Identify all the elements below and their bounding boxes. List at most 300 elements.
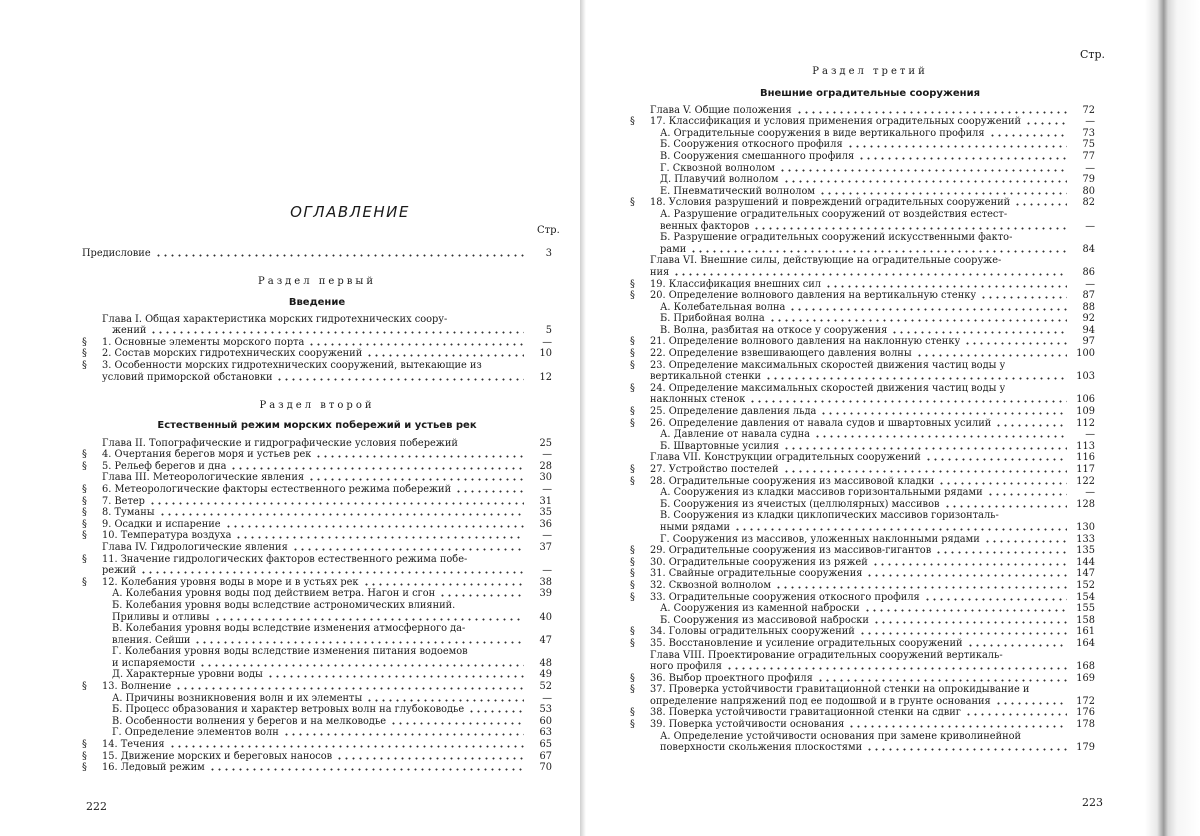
toc-entry-page: 36	[539, 518, 552, 530]
toc-entry-page: 97	[1082, 336, 1095, 348]
toc-entry-text: 2. Состав морских гидротехнических сооружений	[102, 348, 363, 360]
toc-entry-page: 100	[1076, 348, 1095, 360]
section-mark: §	[630, 382, 635, 394]
toc-entry	[630, 371, 1095, 383]
dot-leader	[455, 490, 524, 493]
toc-entry	[630, 278, 1095, 290]
toc-entry-text: условий приморской обстановки	[102, 371, 273, 383]
section-mark: §	[82, 750, 87, 762]
toc-entry	[630, 498, 1095, 510]
toc-entry	[630, 707, 1095, 719]
toc-entry-text: А. Колебательная волна	[660, 301, 786, 313]
toc-entry-page: 117	[1076, 464, 1095, 475]
dot-leader	[891, 331, 1067, 334]
toc-entry-page: 52	[539, 681, 552, 693]
toc-entry	[630, 614, 1095, 626]
dot-leader	[267, 675, 524, 678]
dot-leader	[873, 621, 1067, 624]
dot-leader	[283, 733, 524, 736]
toc-entry-text: Б. Сооружения из ячеистых (целлюлярных) массивов	[660, 498, 940, 510]
toc-entry-text: Б. Колебания уровня воды вследствие астрономических влияний.	[112, 599, 456, 611]
toc-entry-page: —	[1085, 278, 1095, 290]
toc-entry-text: 26. Определение давления от навала судов и швартовных усилий	[650, 417, 992, 429]
toc-entry-text: 32. Сквозной волнолом	[650, 579, 771, 591]
page-edge	[1145, 0, 1200, 836]
toc-entry-text: ного профиля	[650, 661, 722, 673]
toc-entry-text: 5. Рельеф берегов и дна	[102, 460, 227, 472]
toc-entry	[630, 162, 1095, 174]
toc-entry-page: 31	[539, 495, 552, 507]
toc-entry	[82, 359, 552, 371]
toc-entry-page: 39	[539, 588, 552, 600]
toc-entry-text: 15. Движение морских и береговых наносов	[102, 750, 333, 762]
toc-entry	[82, 371, 552, 383]
dot-leader	[995, 702, 1067, 705]
toc-entry-page: 37	[539, 541, 552, 553]
section-mark: §	[82, 530, 87, 542]
dot-leader	[995, 424, 1067, 427]
dot-leader	[169, 745, 524, 748]
dot-leader	[864, 609, 1067, 612]
toc-entry	[630, 116, 1095, 128]
toc-entry-page: 77	[1082, 150, 1095, 162]
toc-entry-page: 128	[1076, 498, 1095, 510]
toc-entry-page: 161	[1076, 626, 1095, 638]
toc-entry	[82, 692, 552, 704]
toc-entry-page: 122	[1076, 475, 1095, 487]
section-mark: §	[82, 449, 87, 461]
toc-entry	[82, 576, 552, 588]
toc-entry	[82, 657, 552, 669]
dot-leader	[235, 536, 524, 539]
toc-entry	[630, 104, 1095, 116]
section-mark: §	[82, 336, 87, 348]
toc-entry-text: Глава VI. Внешние силы, действующие на оградительные сооруже-	[650, 255, 1002, 267]
toc-entry-text: Б. Разрушение оградительных сооружений искусственными факто-	[660, 232, 1013, 244]
toc-entry-page: 109	[1076, 406, 1095, 418]
toc-entry	[630, 718, 1095, 730]
toc-entry-page: 75	[1082, 139, 1095, 151]
toc-entry-text: 31. Свайные оградительные сооружения	[650, 568, 863, 580]
dot-leader	[308, 343, 524, 346]
toc-entry-text: Б. Сооружения из массивовой наброски	[660, 614, 869, 626]
dot-leader	[292, 548, 524, 551]
toc-entry-text: В. Особенности волнения у берегов и на мелководье	[112, 715, 387, 727]
toc-entry	[630, 742, 1095, 754]
toc-entry-text: 1. Основные элементы морского порта	[102, 336, 305, 348]
toc-entry	[82, 680, 552, 692]
toc-entry-page: 103	[1076, 371, 1095, 383]
toc-entry	[630, 232, 1095, 244]
dot-leader	[779, 169, 1067, 172]
toc-entry-text: наклонных стенок	[650, 394, 746, 406]
toc-entry	[630, 127, 1095, 139]
toc-entry-text: 39. Поверка устойчивости основания	[650, 719, 845, 731]
toc-entry	[82, 565, 552, 577]
toc-entry-text: В. Сооружения смешанного профиля	[660, 150, 855, 162]
toc-entry-text: Г. Сооружения из массивов, уложенных наклонными рядами	[660, 533, 980, 545]
dot-leader	[468, 710, 524, 713]
toc-entry-text: Г. Колебания уровня воды вследствие изменения питания водоемов	[112, 646, 468, 658]
toc-entry	[630, 197, 1095, 209]
toc-entry	[82, 472, 552, 484]
toc-entry	[82, 704, 552, 716]
dot-leader	[775, 586, 1067, 589]
toc-entry	[630, 150, 1095, 162]
dot-leader	[783, 447, 1067, 450]
toc-entry-text: 34. Головы оградительных сооружений	[650, 626, 855, 638]
toc-entry-text: 22. Определение взвешивающего давления волны	[650, 348, 912, 360]
toc-entry-text: 3. Особенности морских гидротехнических сооружений, вытекающие из	[102, 359, 482, 371]
toc-entry-text: Глава II. Топографические и гидрографические условия побережий	[102, 437, 458, 449]
toc-entry-text: и испаряемости	[112, 657, 196, 669]
section-mark: §	[630, 626, 635, 638]
toc-entry	[630, 521, 1095, 533]
toc-entry-text: 18. Условия разрушений и повреждений оградительных сооружений	[650, 197, 1011, 209]
left-page	[0, 0, 580, 836]
toc-entry-page: 133	[1076, 533, 1095, 545]
toc-entry-text: 33. Оградительные сооружения откосного профиля	[650, 591, 920, 603]
toc-entry-page: 112	[1076, 417, 1095, 429]
toc-entry	[630, 661, 1095, 673]
toc-entry	[630, 487, 1095, 499]
toc-entry-text: вертикальной стенки	[650, 371, 762, 383]
section-mark: §	[82, 553, 87, 565]
toc-entry-page: 94	[1082, 324, 1095, 336]
dot-leader	[439, 594, 524, 597]
section-mark: §	[630, 348, 635, 360]
page-number-left: 222	[86, 800, 107, 813]
dot-leader	[944, 505, 1068, 508]
toc-entry-text: А. Оградительные сооружения в виде вертикального профиля	[660, 127, 985, 139]
section-mark: §	[630, 336, 635, 348]
toc-entry	[82, 750, 552, 762]
toc-entry	[630, 243, 1095, 255]
dot-leader	[230, 467, 524, 470]
dot-leader	[987, 493, 1067, 496]
section-mark: §	[82, 507, 87, 519]
toc-entry-text: Б. Прибойная волна	[660, 313, 765, 325]
section-mark: §	[82, 483, 87, 495]
toc-entry-text: 27. Устройство постелей	[650, 464, 779, 475]
page-number-right: 223	[1082, 796, 1103, 809]
toc-entry	[82, 553, 552, 565]
toc-entry-page: 70	[539, 762, 552, 774]
dot-leader	[276, 378, 524, 381]
toc-entry-page: 116	[1076, 452, 1095, 464]
dot-leader	[783, 180, 1067, 183]
toc-entry	[82, 599, 552, 611]
dot-leader	[817, 679, 1067, 682]
toc-entry-text: А. Причины возникновения волн и их элементы	[112, 692, 363, 704]
dot-leader	[366, 699, 524, 702]
toc-entry-text: Е. Пневматический волнолом	[660, 185, 816, 197]
dot-leader	[989, 134, 1067, 137]
toc-entry-text: ния	[650, 266, 670, 278]
part-two-list	[82, 437, 552, 773]
toc-entry	[630, 394, 1095, 406]
toc-entry-text: 36. Выбор проектного профиля	[650, 672, 813, 684]
toc-entry	[82, 348, 552, 360]
toc-entry	[82, 325, 552, 337]
dot-leader	[866, 574, 1067, 577]
toc-entry	[630, 208, 1095, 220]
toc-entry-page: 135	[1076, 545, 1095, 557]
toc-entry-page: 5	[545, 325, 552, 337]
toc-entry-page: 86	[1082, 266, 1095, 278]
toc-entry-page: 172	[1076, 695, 1095, 707]
dot-leader	[765, 377, 1067, 380]
dot-leader	[209, 768, 524, 771]
toc-entry-text: Глава I. Общая характеристика морских гидротехнических соору-	[102, 313, 448, 325]
section-mark: §	[82, 762, 87, 774]
toc-entry	[630, 266, 1095, 278]
toc-entry	[630, 429, 1095, 441]
toc-entry	[82, 460, 552, 472]
toc-entry	[82, 437, 552, 449]
toc-entry-page: 154	[1076, 591, 1095, 603]
dot-leader	[149, 502, 524, 505]
toc-entry-page: 82	[1082, 197, 1095, 209]
toc-entry	[630, 324, 1095, 336]
toc-entry-page: 80	[1082, 185, 1095, 197]
dot-leader	[858, 157, 1067, 160]
toc-entry	[630, 139, 1095, 151]
section-mark: §	[630, 278, 635, 290]
dot-leader	[820, 412, 1067, 415]
section-mark: §	[82, 359, 87, 371]
toc-entry-page: 30	[539, 472, 552, 484]
toc-entry-text: поверхности скольжения плоскостями	[660, 742, 863, 754]
section-mark: §	[630, 591, 635, 603]
page-column-label-right: Стр.	[1080, 48, 1106, 61]
toc-entry-text: Глава VIII. Проектирование оградительных сооружений вертикаль-	[650, 649, 1003, 661]
dot-leader	[749, 400, 1067, 403]
toc-entry-text: 29. Оградительные сооружения из массивов-гигантов	[650, 545, 932, 557]
part-one-title: Раздел первый	[258, 276, 376, 287]
toc-entry-page: 164	[1076, 637, 1095, 649]
dot-leader	[753, 227, 1067, 230]
toc-entry-text: 17. Классификация и условия применения оградительных сооружений	[650, 116, 1022, 128]
toc-entry-page: 152	[1076, 579, 1095, 591]
dot-leader	[984, 540, 1067, 543]
toc-entry-text: 37. Проверка устойчивости гравитационной стенки на опрокидывание и	[650, 684, 1030, 696]
toc-entry	[630, 556, 1095, 568]
section-mark: §	[630, 545, 635, 557]
section-mark: §	[630, 684, 635, 696]
toc-entry-page: 60	[539, 715, 552, 727]
toc-entry	[630, 591, 1095, 603]
foreword-list	[82, 247, 552, 259]
part-one-heading: Введение	[288, 297, 346, 308]
toc-entry-text: Глава V. Общие положения	[650, 104, 792, 116]
toc-entry	[82, 530, 552, 542]
toc-entry-text: определение напряжений под ее подошвой и в грунте основания	[650, 695, 991, 707]
toc-entry-page: —	[542, 483, 552, 495]
dot-leader	[308, 478, 524, 481]
dot-leader	[225, 525, 524, 528]
toc-entry-page: 48	[539, 657, 552, 669]
toc-entry-page: —	[1085, 487, 1095, 499]
section-mark: §	[630, 290, 635, 302]
toc-entry-text: 16. Ледовый режим	[102, 762, 205, 774]
page-column-label: Стр.	[537, 225, 560, 236]
section-mark: §	[630, 556, 635, 568]
toc-entry	[630, 626, 1095, 638]
dot-leader	[847, 145, 1067, 148]
part-two-title: Раздел второй	[259, 400, 375, 411]
section-mark: §	[630, 719, 635, 731]
toc-entry-text: рами	[660, 243, 687, 255]
dot-leader	[159, 513, 524, 516]
toc-entry-page: 87	[1082, 290, 1095, 302]
toc-entry-page: 63	[539, 727, 552, 739]
toc-entry	[630, 336, 1095, 348]
toc-entry	[82, 715, 552, 727]
toc-entry-text: В. Сооружения из кладки циклопических массивов горизонталь-	[660, 510, 999, 522]
toc-entry	[630, 579, 1095, 591]
toc-entry-text: Предисловие	[82, 247, 151, 259]
toc-entry	[630, 290, 1095, 302]
dot-leader	[673, 273, 1067, 276]
toc-entry-page: 3	[545, 247, 552, 259]
toc-entry-text: Д. Плавучий волнолом	[660, 174, 779, 186]
toc-entry	[630, 463, 1095, 475]
section-mark: §	[630, 672, 635, 684]
toc-entry	[630, 684, 1095, 696]
section-mark: §	[82, 348, 87, 360]
toc-entry-page: 178	[1076, 719, 1095, 731]
section-mark: §	[82, 495, 87, 507]
toc-entry-page: 28	[539, 460, 552, 472]
toc-entry-text: А. Давление от навала судна	[660, 429, 810, 441]
toc-entry	[82, 669, 552, 681]
toc-entry	[630, 510, 1095, 522]
toc-entry-page: 73	[1082, 127, 1095, 139]
section-mark: §	[630, 475, 635, 487]
toc-entry-text: 9. Осадки и испарение	[102, 518, 221, 530]
toc-entry-text: Глава VII. Конструкции оградительных сооружений	[650, 452, 921, 464]
dot-leader	[734, 528, 1067, 531]
dot-leader	[924, 598, 1067, 601]
section-mark: §	[630, 637, 635, 649]
toc-entry-page: 38	[539, 576, 552, 588]
toc-entry	[82, 762, 552, 774]
toc-entry-page: —	[1085, 220, 1095, 232]
section-mark: §	[630, 359, 635, 371]
toc-entry-page: 176	[1076, 707, 1095, 719]
dot-leader	[366, 354, 524, 357]
toc-entry-page: —	[1085, 429, 1095, 441]
toc-entry-page: —	[542, 336, 552, 348]
toc-entry	[82, 507, 552, 519]
toc-entry-page: —	[542, 449, 552, 461]
toc-entry-page: 113	[1076, 440, 1095, 452]
toc-entry	[630, 475, 1095, 487]
dot-leader	[690, 250, 1067, 253]
dot-leader	[789, 308, 1067, 311]
toc-entry-page: 12	[539, 371, 552, 383]
dot-leader	[315, 455, 524, 458]
section-mark: §	[630, 406, 635, 418]
dot-leader	[872, 563, 1067, 566]
toc-entry-text: 14. Течения	[102, 739, 165, 751]
section-mark: §	[630, 707, 635, 719]
toc-entry-page: —	[542, 530, 552, 542]
toc-title: ОГЛАВЛЕНИЕ	[290, 203, 410, 221]
dot-leader	[336, 757, 524, 760]
toc-entry	[82, 646, 552, 658]
section-mark: §	[82, 518, 87, 530]
toc-entry	[630, 405, 1095, 417]
toc-entry-text: Г. Сквозной волнолом	[660, 162, 775, 174]
toc-entry-text: ными рядами	[660, 521, 731, 533]
toc-entry-page: —	[542, 565, 552, 577]
dot-leader	[140, 571, 524, 574]
toc-entry-text: Г. Определение элементов волн	[112, 727, 279, 739]
toc-entry-text: вления. Сейши	[112, 634, 191, 646]
toc-entry	[82, 738, 552, 750]
section-mark: §	[630, 579, 635, 591]
dot-leader	[726, 667, 1067, 670]
toc-entry	[82, 483, 552, 495]
dot-leader	[964, 342, 1067, 345]
toc-entry	[630, 382, 1095, 394]
dot-leader	[796, 111, 1067, 114]
section-mark: §	[630, 464, 635, 475]
book-gutter	[580, 0, 586, 836]
toc-entry-text: 21. Определение волнового давления на наклонную стенку	[650, 336, 961, 348]
dot-leader	[819, 192, 1067, 195]
toc-entry-text: 8. Туманы	[102, 507, 155, 519]
toc-entry-text: 10. Температура воздуха	[102, 530, 232, 542]
toc-entry	[630, 359, 1095, 371]
toc-entry	[630, 672, 1095, 684]
section-mark: §	[630, 417, 635, 429]
toc-entry	[630, 649, 1095, 661]
toc-entry	[82, 313, 552, 325]
toc-entry	[82, 518, 552, 530]
toc-entry-page: 25	[539, 437, 552, 449]
toc-entry-text: Глава III. Метеорологические явления	[102, 472, 305, 484]
toc-entry-text: Глава IV. Гидрологические явления	[102, 541, 288, 553]
toc-entry-text: 20. Определение волнового давления на вертикальную стенку	[650, 290, 977, 302]
toc-entry-text: А. Определение устойчивости основания при замене криволинейной	[660, 730, 1022, 742]
toc-entry-text: 12. Колебания уровня воды в море и в устьях рек	[102, 576, 359, 588]
toc-entry	[82, 495, 552, 507]
toc-entry-page: 88	[1082, 301, 1095, 313]
part-two-heading: Естественный режим морских побережий и устьев рек	[157, 420, 477, 431]
dot-leader	[967, 644, 1067, 647]
toc-entry-text: 35. Восстановление и усиление оградительных сооружений	[650, 637, 963, 649]
toc-entry	[82, 611, 552, 623]
part-three-heading: Внешние оградительные сооружения	[759, 88, 981, 99]
dot-leader	[916, 354, 1067, 357]
toc-entry-page: 92	[1082, 313, 1095, 325]
dot-leader	[390, 722, 524, 725]
section-mark: §	[630, 568, 635, 580]
toc-entry-page: 47	[539, 634, 552, 646]
dot-leader	[814, 435, 1067, 438]
toc-entry	[82, 623, 552, 635]
toc-entry	[630, 220, 1095, 232]
toc-entry-text: А. Сооружения из кладки массивов горизонтальными рядами	[660, 487, 983, 499]
toc-entry	[630, 452, 1095, 464]
dot-leader	[935, 551, 1067, 554]
toc-entry	[82, 634, 552, 646]
toc-entry	[630, 545, 1095, 557]
toc-entry-text: режий	[102, 565, 137, 577]
